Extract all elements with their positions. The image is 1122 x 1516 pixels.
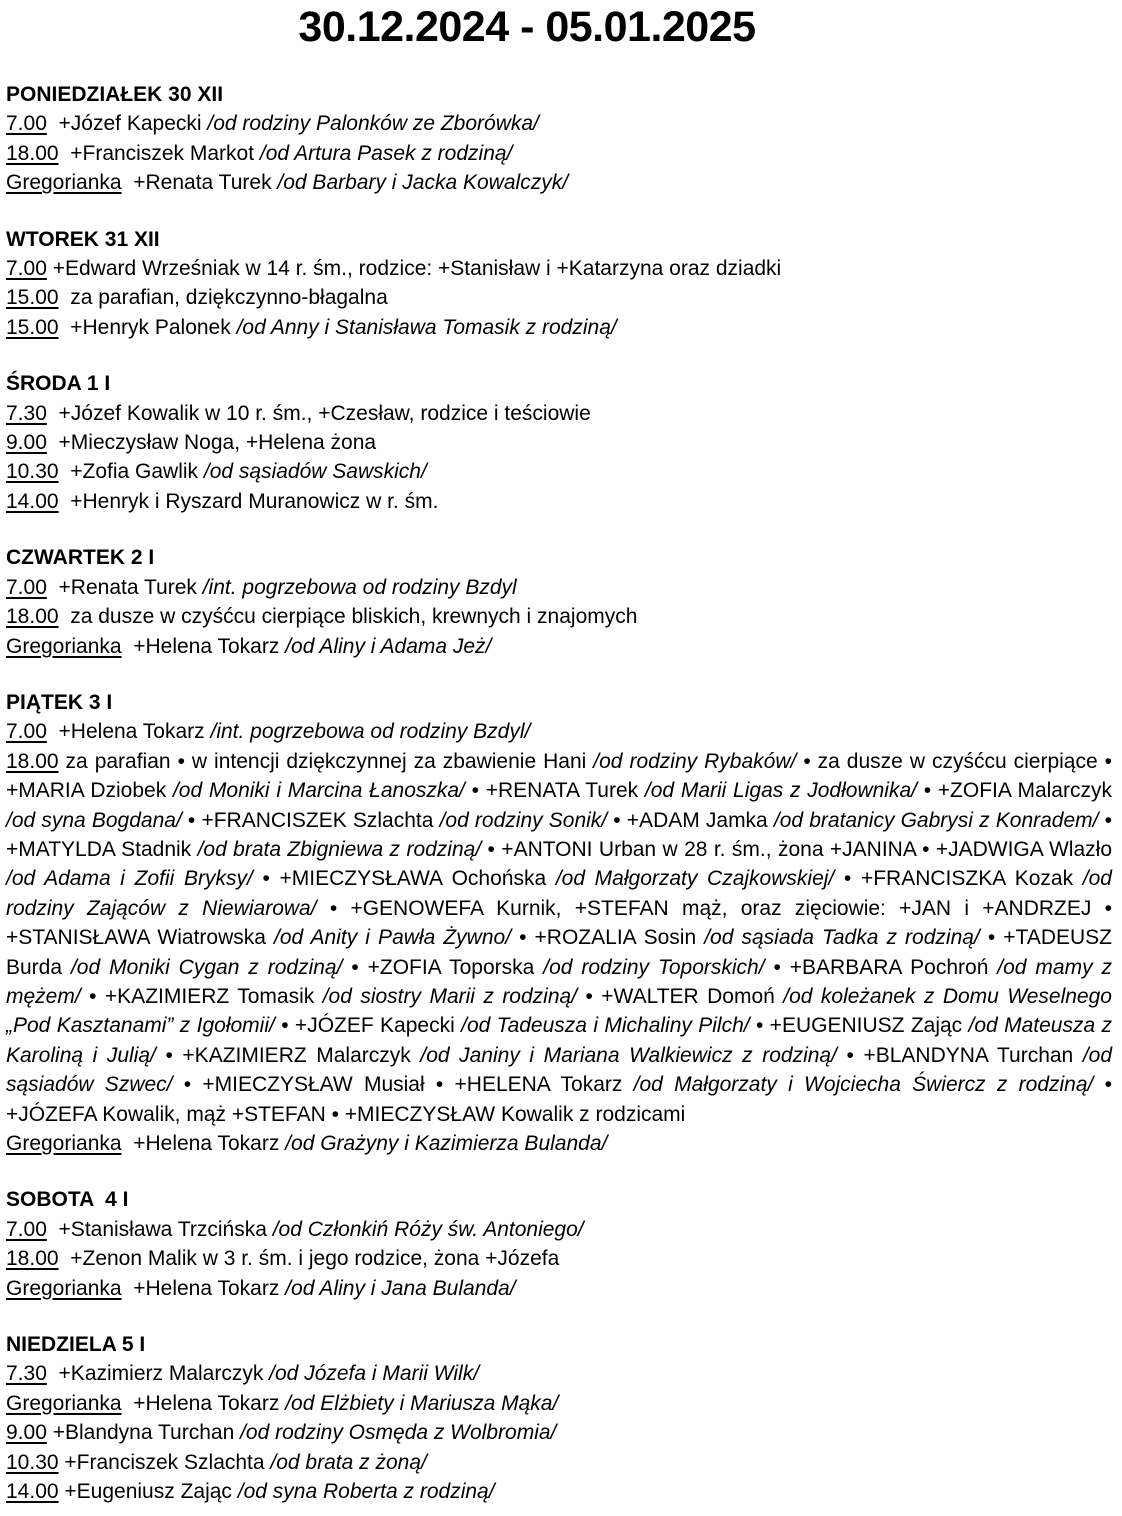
day-entries [6,399,1112,517]
intention-donor: /od Janiny i Mariana Walkiewicz z rodziną/ [420,1043,837,1067]
intention-donor: /od Moniki i Marcina Łanoszka/ [172,779,465,803]
intention-text: +Mieczysław Noga, +Helena żona [46,431,377,455]
intention-donor: /od siostry Marii z rodziną/ [322,984,578,1008]
day-entries [6,717,1112,1158]
intention-text: +Franciszek Markot [58,141,260,165]
intention-text: +Blandyna Turchan [46,1421,241,1445]
day-header: PONIEDZIAŁEK 30 XII [6,83,224,106]
mass-time: Gregorianka [6,1391,122,1415]
intention-text: za dusze w czyśćcu cierpiące bliskich, krewnych i znajomych [58,605,638,629]
day-header: WTOREK 31 XII [6,227,160,251]
mass-entry [6,1274,1112,1303]
intention-text: +Stanisława Trzcińska [46,1217,273,1241]
intention-text: • +EUGENIUSZ Zając [749,1014,969,1038]
mass-time: 7.00 [6,575,47,599]
mass-intention [122,171,568,194]
day-header: PIĄTEK 3 I [6,690,113,714]
schedule-sections [6,80,1112,1506]
intention-text: +Kazimierz Malarczyk [46,1362,270,1386]
intention-donor: /od mamy z mężem/ [6,955,1112,1008]
intention-text: +Helena Tokarz [121,634,286,658]
intention-donor: /od rodziny Rybaków/ [593,749,797,773]
mass-time: Gregorianka [6,634,122,658]
day-section [6,543,1112,661]
intention-donor: /od sąsiadów Szwec/ [6,1043,1113,1097]
intention-text: +Józef Kowalik w 10 r. śm., +Czesław, rodzice i teściowie [46,401,591,425]
mass-intention [59,460,427,483]
mass-intention [59,1480,495,1503]
mass-entry [6,1389,1112,1418]
mass-time: 10.30 [6,1450,59,1474]
intention-donor: /od Małgorzaty Czajkowskiej/ [555,867,835,891]
mass-time: 10.30 [6,460,59,484]
day-entries [6,109,1112,197]
mass-entry [6,168,1112,197]
day-section [6,225,1112,343]
intention-text: +Edward Wrześniak w 14 r. śm., rodzice: +Stanisław i +Katarzyna oraz dziadki [46,257,782,281]
intention-text: +Eugeniusz Zając [58,1480,238,1504]
mass-entry [6,1215,1112,1244]
mass-intention [47,1421,557,1444]
mass-intention [122,1277,516,1300]
mass-intention [59,142,513,165]
intention-text: • za dusze w czyśćcu cierpiące • +MARIA Dziobek [6,749,1112,803]
mass-intention [59,286,388,309]
mass-entry [6,313,1112,342]
intention-text: +Zofia Gawlik [58,460,204,484]
intention-donor: /od brata Zbigniewa z rodziną/ [197,837,482,861]
intention-donor: /od Moniki Cygan z rodziną/ [70,955,343,979]
mass-intention [122,1392,559,1415]
intention-donor: /od Elżbiety i Mariusza Mąka/ [285,1391,559,1415]
intention-text: • +JÓZEFA Kowalik, mąż +STEFAN • +MIECZYSŁAW Kowalik z rodzicami [6,1073,1112,1126]
intention-text: • +RENATA Turek [464,779,645,803]
mass-entry [6,632,1112,661]
mass-time: 7.30 [6,401,47,425]
mass-time: 7.00 [6,720,47,744]
intention-donor: /od Małgorzaty i Wojciecha Świercz z rodziną/ [633,1073,1094,1097]
mass-intention [47,112,539,135]
mass-intention [47,720,530,743]
intention-donor: /od Adama i Zofii Bryksy/ [6,867,253,891]
mass-entry [6,283,1112,312]
intention-donor: /od syna Bogdana/ [6,808,182,832]
mass-time: 7.00 [6,1217,47,1241]
intention-donor: /od Aliny i Jana Bulanda/ [285,1276,516,1300]
intention-text: • +ZOFIA Toporska [342,955,544,979]
mass-entry [6,1244,1112,1273]
mass-entry [6,109,1112,138]
mass-entry [6,573,1112,602]
intention-text: +Helena Tokarz [121,1391,286,1415]
mass-entry [6,457,1112,486]
mass-time: 18.00 [6,605,59,629]
day-entries [6,254,1112,342]
intention-donor: /od sąsiadów Sawskich/ [203,460,427,484]
mass-time: Gregorianka [6,171,122,195]
mass-intention [59,490,439,513]
intention-donor: /od sąsiada Tadka z rodziną/ [704,926,980,950]
mass-entry [6,1477,1112,1506]
day-section [6,688,1112,1159]
intention-donor: /od Anny i Stanisława Tomasik z rodziną/ [236,315,617,339]
intention-donor: /od Aliny i Adama Jeż/ [285,634,492,658]
intention-text: • +MATYLDA Stadnik [6,808,1112,861]
day-entries [6,1359,1112,1506]
intention-text: • +MIECZYSŁAWA Ochońska [252,867,556,891]
mass-time: 15.00 [6,315,59,339]
mass-time: 7.00 [6,257,47,281]
mass-time: 18.00 [6,141,59,165]
intention-text: za parafian • w intencji dziękczynnej za zbawienie Hani [58,749,594,773]
mass-time: 15.00 [6,286,59,310]
mass-intention [47,1218,584,1241]
mass-intention [6,750,1112,1126]
intention-text: +Helena Tokarz [121,1132,286,1155]
intention-text: • +ADAM Jamka [607,808,774,832]
intention-text: • +GENOWEFA Kurnik, +STEFAN mąż, oraz zięciowie: +JAN i +ANDRZEJ • +STANISŁAWA Wiatrowska [6,896,1112,950]
mass-time: 14.00 [6,1480,59,1504]
intention-text: +Zenon Malik w 3 r. śm. i jego rodzice, żona +Józefa [58,1247,560,1271]
intention-donor: /od bratanicy Gabrysi z Konradem/ [773,808,1099,832]
mass-time: 9.00 [6,431,47,455]
mass-intention [59,605,638,628]
intention-text: za parafian, dziękczynno-błagalna [58,286,388,310]
mass-entry [6,1359,1112,1388]
intention-donor: /od rodziny Zająców z Niewiarowa/ [6,867,1112,920]
intention-text: • +WALTER Domoń [577,984,784,1008]
intention-text: • +ZOFIA Malarczyk [916,779,1112,803]
mass-intention [47,1362,479,1385]
mass-intention [47,402,591,425]
intention-donor: /od Mateusza z Karoliną i Julią/ [6,1014,1112,1067]
intention-text: +Henryk Palonek [58,315,237,339]
day-header: NIEDZIELA 5 I [6,1333,146,1357]
intention-donor: /od Marii Ligas z Jodłownika/ [644,779,917,803]
intention-text: • +BLANDYNA Turchan [836,1043,1083,1067]
intention-donor: /od rodziny Sonik/ [439,808,608,832]
mass-intention [122,635,492,658]
intention-donor: /od Barbary i Jacka Kowalczyk/ [277,171,569,195]
mass-time: 18.00 [6,749,59,773]
mass-entry [6,487,1112,516]
intention-text: • +ANTONI Urban w 28 r. śm., żona +JANINA • +JADWIGA Wlazło [481,837,1112,861]
intention-donor: /od Artura Pasek z rodziną/ [259,141,513,165]
mass-intention [47,257,781,280]
intention-donor: /od Józefa i Marii Wilk/ [269,1362,480,1386]
intention-text: • +BARBARA Pochroń [764,955,998,979]
intention-text: +Henryk i Ryszard Muranowicz w r. śm. [58,489,439,513]
mass-intention [59,1247,560,1270]
intention-text: • +KAZIMIERZ Tomasik [80,984,323,1008]
mass-intention [47,576,517,599]
mass-intention [122,1132,608,1155]
intention-donor: /od koleżanek z Domu Weselnego „Pod Kasztanami” z Igołomii/ [6,984,1112,1038]
intention-donor: /od rodziny Osmęda z Wolbromia/ [240,1421,557,1445]
intention-donor: /od rodziny Palonków ze Zborówka/ [207,112,539,136]
day-section [6,1330,1112,1506]
mass-entry [6,1448,1112,1477]
intention-donor: /od rodziny Toporskich/ [543,955,765,979]
mass-time: 14.00 [6,489,59,513]
day-header: SOBOTA 4 I [6,1188,129,1212]
mass-intention [47,431,376,454]
intention-donor: /int. pogrzebowa od rodziny Bzdyl/ [210,720,531,744]
intention-donor: /od syna Roberta z rodziną/ [237,1480,495,1504]
intention-donor: /od brata z żoną/ [270,1450,427,1474]
day-section [6,80,1112,198]
mass-time: 18.00 [6,1247,59,1271]
intention-donor: /int. pogrzebowa od rodziny Bzdyl [202,575,517,599]
mass-entry [6,717,1112,746]
intention-text: +Franciszek Szlachta [58,1450,271,1474]
intention-text: +Renata Turek [121,171,278,195]
mass-entry [6,747,1112,1129]
day-entries [6,573,1112,661]
intention-text: • +KAZIMIERZ Malarczyk [155,1043,421,1067]
mass-intention [59,316,617,339]
day-header: CZWARTEK 2 I [6,546,155,570]
intention-text: +Józef Kapecki [46,112,208,136]
intention-donor: /od Grażyny i Kazimierza Bulanda/ [285,1132,608,1155]
mass-entry [6,399,1112,428]
mass-entry [6,428,1112,457]
mass-time: 7.30 [6,1362,47,1386]
intention-text: +Helena Tokarz [121,1276,286,1300]
day-section [6,1185,1112,1303]
intention-text: • +FRANCISZKA Kozak [834,867,1083,891]
page-title: 30.12.2024 - 05.01.2025 [298,3,756,51]
mass-time: Gregorianka [6,1132,122,1155]
day-entries [6,1215,1112,1303]
intention-donor: /od Członkiń Róży św. Antoniego/ [272,1217,584,1241]
mass-entry [6,602,1112,631]
mass-entry [6,139,1112,168]
mass-entry [6,1418,1112,1447]
intention-text: +Renata Turek [46,575,203,599]
intention-text: • +ROZALIA Sosin [511,926,705,950]
intention-text: • +TADEUSZ Burda [6,926,1113,979]
intention-text: +Helena Tokarz [46,720,211,744]
intention-text: • +FRANCISZEK Szlachta [181,808,440,832]
mass-intention [59,1451,427,1474]
mass-entry [6,254,1112,283]
mass-time: 9.00 [6,1421,47,1445]
intention-donor: /od Tadeusza i Michaliny Pilch/ [461,1014,750,1038]
mass-time: 7.00 [6,112,47,136]
mass-entry [6,1129,1112,1158]
intention-donor: /od Anity i Pawła Żywno/ [274,926,512,950]
day-section [6,369,1112,516]
intention-text: • +JÓZEF Kapecki [274,1014,462,1038]
day-header: ŚRODA 1 I [6,372,111,396]
mass-time: Gregorianka [6,1276,122,1300]
intention-text: • +MIECZYSŁAW Musiał • +HELENA Tokarz [172,1073,634,1097]
